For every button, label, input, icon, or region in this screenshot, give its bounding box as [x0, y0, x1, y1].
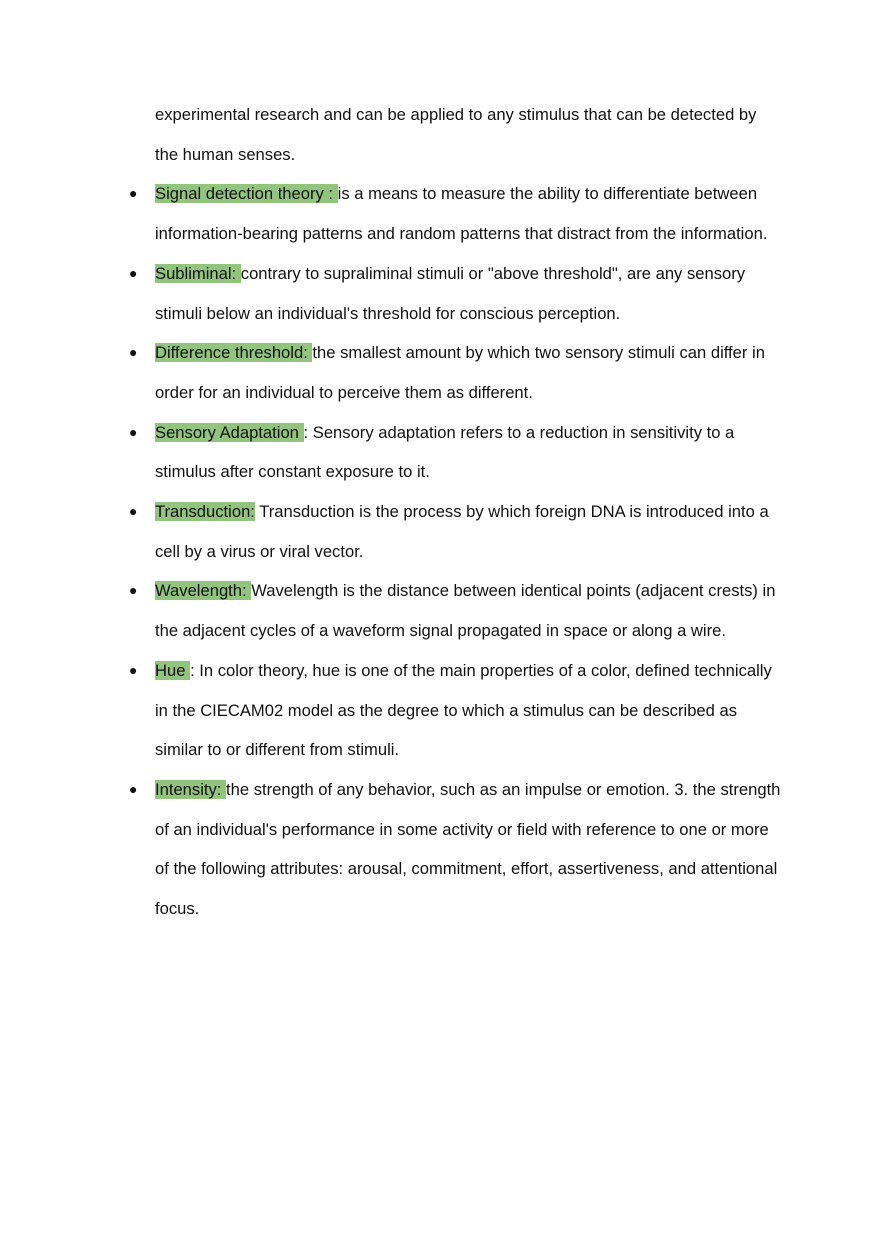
bullet-icon: ●: [129, 344, 138, 361]
bullet-icon: ●: [129, 185, 138, 202]
highlighted-term: Sensory Adaptation: [155, 422, 304, 442]
highlighted-term: Transduction:: [155, 502, 255, 522]
list-item: [129, 571, 783, 650]
bullet-icon: ●: [129, 503, 138, 520]
term-definition: the smallest amount by which two sensory stimuli can differ in order for an individual to perceive them as different.: [155, 343, 765, 402]
highlighted-term: Wavelength:: [155, 581, 252, 601]
bullet-icon: ●: [129, 780, 138, 797]
list-item: [129, 651, 783, 770]
list-item: [129, 492, 783, 571]
term-definition: Wavelength is the distance between identical points (adjacent crests) in the adjacent cycles of a waveform signal propagated in space or along a wire.: [155, 581, 776, 641]
highlighted-term: Difference threshold:: [155, 343, 313, 363]
list-item: [129, 413, 783, 492]
highlighted-term: Hue: [155, 660, 191, 680]
term-definition: contrary to supraliminal stimuli or "above threshold", are any sensory stimuli below an individual's threshold for conscious perception.: [155, 263, 746, 323]
list-item: [129, 333, 783, 412]
highlighted-term: Signal detection theory :: [155, 184, 338, 204]
bullet-icon: ●: [129, 661, 138, 678]
term-definition: is a means to measure the ability to differentiate between information-bearing patterns and random patterns that distract from the information.: [155, 184, 768, 244]
highlighted-term: Intensity:: [155, 779, 227, 799]
term-definition: : In color theory, hue is one of the main properties of a color, defined technically in the CIECAM02 model as the degree to which a stimulus can be described as similar to or different from stimuli.: [155, 660, 772, 760]
term-definition: Transduction is the process by which foreign DNA is introduced into a cell by a virus or viral vector.: [155, 502, 769, 561]
highlighted-term: Subliminal:: [155, 263, 241, 283]
bullet-icon: ●: [129, 264, 138, 281]
list-item: [129, 254, 783, 333]
bullet-icon: ●: [129, 582, 138, 599]
bullet-icon: ●: [129, 423, 138, 440]
definition-list: [129, 174, 783, 928]
term-definition: : Sensory adaptation refers to a reduction in sensitivity to a stimulus after constant exposure to it.: [155, 422, 735, 482]
page-content: [129, 95, 783, 929]
term-definition: the strength of any behavior, such as an impulse or emotion. 3. the strength of an individual's performance in some activity or field with reference to one or more of the following attributes: arousal, commitment, effort, assertiveness, and attentional focus.: [155, 779, 781, 919]
intro-paragraph: experimental research and can be applied to any stimulus that can be detected by the human senses.: [155, 105, 757, 164]
list-item: [129, 770, 783, 929]
list-item: [129, 174, 783, 253]
